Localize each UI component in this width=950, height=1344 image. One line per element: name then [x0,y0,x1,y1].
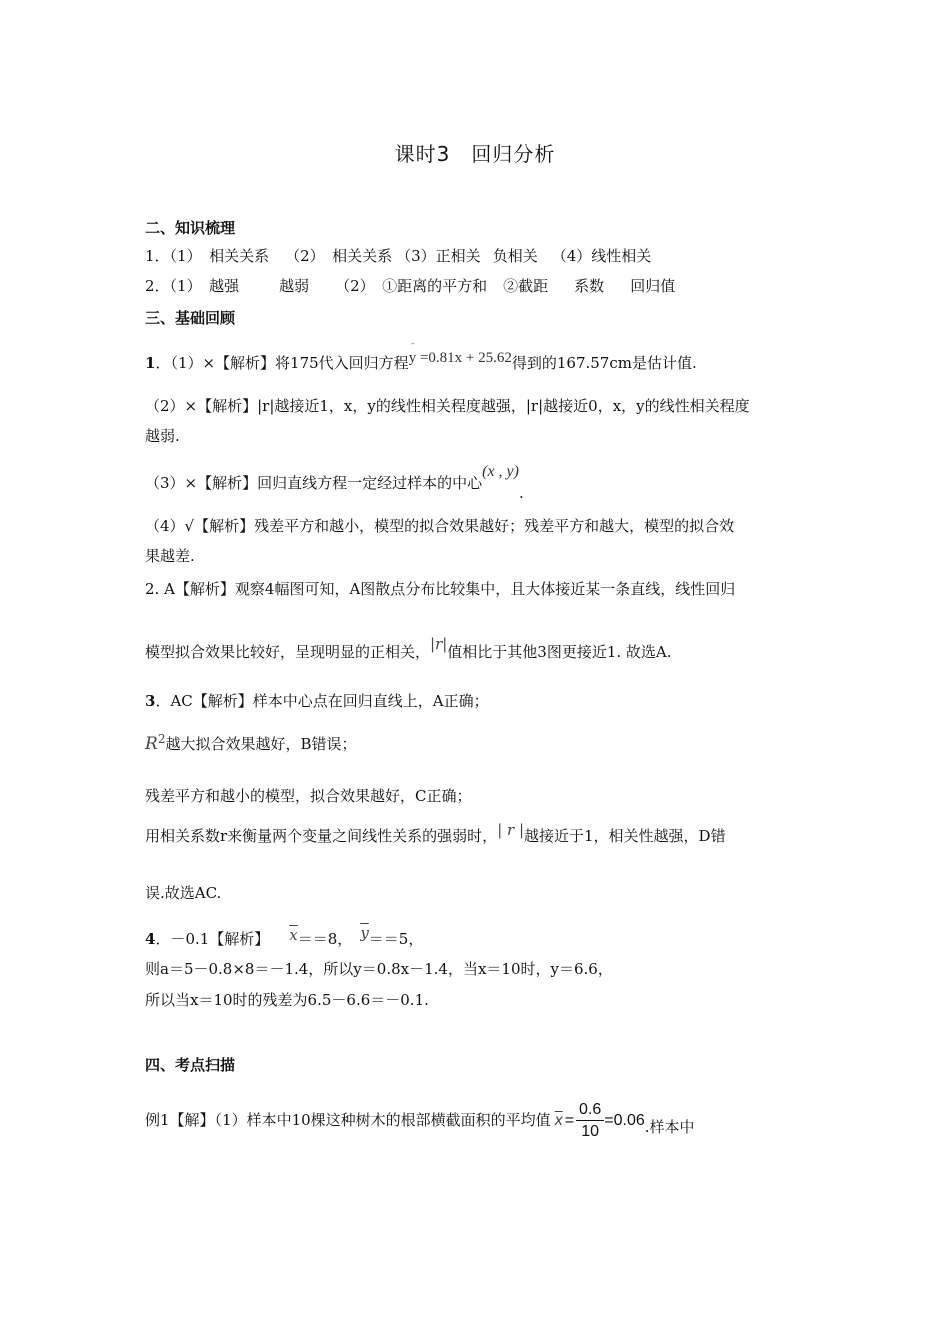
q1-part3 [145,463,815,502]
numerator: 0.6 [576,1100,604,1121]
text: ．AC【解析】样本中心点在回归直线上，A正确； [155,692,489,710]
text: 回归值 [630,277,676,295]
denominator: 10 [581,1122,600,1140]
y-bar: $\overline{y}$ [360,924,369,942]
text: ②截距 [503,277,549,295]
text: 越大拟合效果越好，B错误； [165,735,357,753]
text: （3）正相关 [396,247,481,265]
text: 模型拟合效果比较好，呈现明显的正相关， [145,643,431,661]
q2-line1: 2. A【解析】观察4幅图可知，A图散点分布比较集中，且大体接近某一条直线，线性回归 [145,580,736,598]
q3-line3: 残差平方和越小的模型，拟合效果越好，C正确； [145,787,472,805]
q4-line3: 所以当x＝10时的残差为6.5－6.6＝－0.1. [145,991,429,1009]
text: 值相比于其他3图更接近1. 故选A. [447,643,672,661]
equation-text: y =0.81x + 25.62 [408,350,512,366]
text: （4）线性相关 [551,247,652,265]
text: ．－0.1【解析】 [155,930,270,948]
q3-line4 [145,821,815,847]
q3-line5: 误.故选AC. [145,884,222,902]
q1-part2-line1: （2）×【解析】|r|越接近1，x，y的线性相关程度越强，|r|越接近0，x，y的线性相关程度 [145,397,750,415]
text: 越接近于1，相关性越强，D错 [524,827,726,845]
superscript: 2 [157,732,166,746]
text: （2） ①距离的平方和 [335,277,488,295]
text: 越弱 [279,277,310,295]
x-bar: $\overline{x}$ [554,1112,563,1129]
abs-r: | r | [497,821,525,839]
text: （3）×【解析】回归直线方程一定经过样本的中心 [145,474,483,492]
text: 例1【解】（1）样本中10棵这种树木的根部横截面积的平均值 [145,1111,551,1129]
text: 负相关 [492,247,538,265]
text: ＝＝8， [297,930,353,948]
text: .样本中 [644,1118,695,1136]
section-heading-review: 三、基础回顾 [145,309,236,327]
q1-part1 [145,340,815,375]
q4-line1 [145,924,815,950]
text: 1．（1） 相关关系 [145,247,270,265]
fraction [576,1100,604,1143]
page-title: 课时3 回归分析 [394,142,556,166]
section-heading-knowledge: 二、知识梳理 [145,219,236,237]
question-number: 4 [145,930,156,948]
text: ＝＝5， [368,930,424,948]
question-number: 1 [145,354,156,372]
q1-part4-line2: 果越差. [145,547,195,565]
q1-part4-line1: （4）√【解析】残差平方和越小，模型的拟合效果越好；残差平方和越大，模型的拟合效 [145,517,735,535]
q3-line2 [145,728,815,755]
hat-mark: ˆ [410,340,415,354]
q4-line2: 则a＝5－0.8×8＝－1.4，所以y＝0.8x－1.4，当x＝10时，y＝6.6， [145,960,613,978]
q3-line1 [145,690,815,712]
result: =0.06 [604,1112,645,1129]
q1-part2-line2: 越弱. [145,427,180,445]
sample-center: (x , y) [482,463,519,480]
text: （2） 相关关系 [285,247,393,265]
text: 2．（1） 越强 [145,277,240,295]
text: . [518,484,524,502]
text: 系数 [574,277,605,295]
text: ．（1）×【解析】将175代入回归方程 [155,354,409,372]
r-squared: R [145,734,158,754]
knowledge-line-2 [145,275,815,297]
section-heading-scan: 四、考点扫描 [145,1056,236,1074]
regression-equation [408,340,512,372]
question-number: 3 [145,692,156,710]
equals: = [564,1112,575,1129]
abs-r: |r| [430,635,448,653]
text: 用相关系数r来衡量两个变量之间线性关系的强弱时， [145,827,498,845]
x-bar: $\overline{x}$ [289,926,298,944]
example1-line [145,1096,815,1145]
q2-line2 [145,635,815,663]
text: 得到的167.57cm是估计值. [511,354,697,372]
knowledge-line-1 [145,245,815,267]
